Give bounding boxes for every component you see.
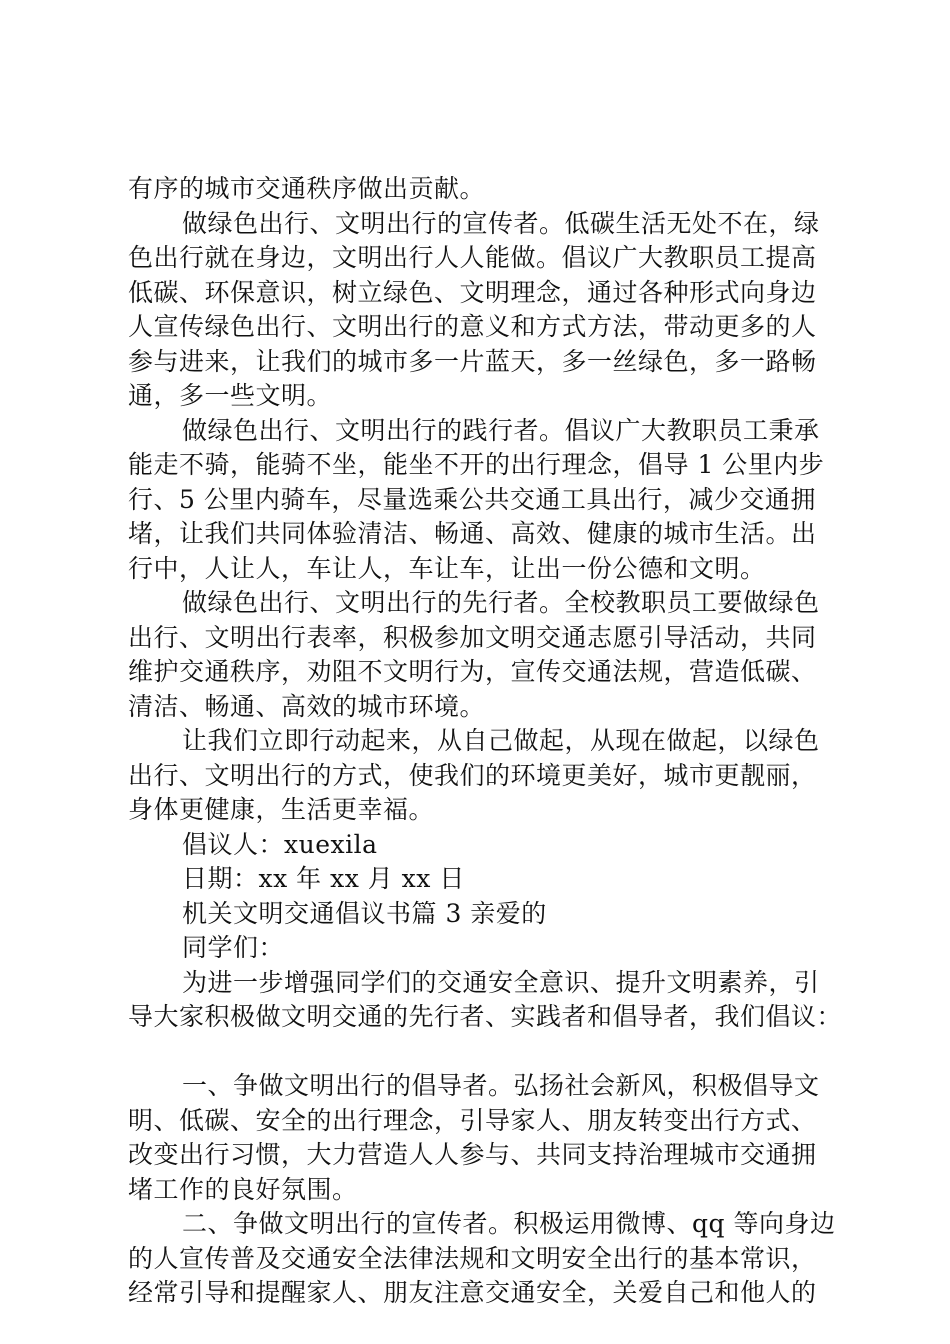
text-line: 色出行就在身边，文明出行人人能做。倡议广大教职员工提高 [128,243,817,272]
text-line: 导大家积极做文明交通的先行者、实践者和倡导者，我们倡议： [128,1002,843,1031]
blank-line [128,1035,848,1070]
text-line: 一、争做文明出行的倡导者。弘扬社会新风，积极倡导文 [182,1071,820,1100]
text-line: 做绿色出行、文明出行的践行者。倡议广大教职员工秉承 [182,415,820,445]
text-line: 通，多一些文明。 [128,381,333,410]
text-line: 做绿色出行、文明出行的宣传者。低碳生活无处不在，绿 [182,208,820,238]
text-line: 倡议人：xuexila [182,829,378,859]
text-line: 堵工作的良好氛围。 [128,1174,358,1204]
text-line: 出行、文明出行的方式，使我们的环境更美好，城市更靓丽， [128,760,817,790]
text-line: 明、低碳、安全的出行理念，引导家人、朋友转变出行方式、 [128,1105,817,1135]
text-line: 机关文明交通倡议书篇 3 亲爱的 [182,898,547,928]
document-body [128,172,848,1311]
text-line: 身体更健康，生活更幸福。 [128,795,435,824]
text-line: 低碳、环保意识，树立绿色、文明理念，通过各种形式向身边 [128,277,817,307]
text-line: 人宣传绿色出行、文明出行的意义和方式方法，带动更多的人 [128,312,817,341]
text-line: 让我们立即行动起来，从自己做起，从现在做起，以绿色 [182,726,820,755]
text-line: 能走不骑，能骑不坐，能坐不开的出行理念，倡导 1 公里内步 [128,450,825,479]
text-line: 改变出行习惯，大力营造人人参与、共同支持治理城市交通拥 [128,1140,817,1169]
text-line: 维护交通秩序，劝阻不文明行为，宣传交通法规，营造低碳、 [128,657,817,686]
text-line: 的人宣传普及交通安全法律法规和文明安全出行的基本常识， [128,1243,817,1273]
text-line: 行中，人让人，车让人，车让车，让出一份公德和文明。 [128,553,766,583]
text-line: 参与进来，让我们的城市多一片蓝天，多一丝绿色，多一路畅 [128,346,817,376]
text-line: 堵，让我们共同体验清洁、畅通、高效、健康的城市生活。出 [128,519,817,548]
text-line: 出行、文明出行表率，积极参加文明交通志愿引导活动，共同 [128,622,817,652]
text-line: 行、5 公里内骑车，尽量选乘公共交通工具出行，减少交通拥 [128,484,816,514]
text-line: 做绿色出行、文明出行的先行者。全校教职员工要做绿色 [182,588,820,617]
text-line: 二、争做文明出行的宣传者。积极运用微博、qq 等向身边 [182,1209,836,1238]
text-line: 为进一步增强同学们的交通安全意识、提升文明素养，引 [182,967,820,997]
text-line: 清洁、畅通、高效的城市环境。 [128,691,486,721]
text-line: 经常引导和提醒家人、朋友注意交通安全，关爱自己和他人的 [128,1278,817,1307]
text-line: 同学们： [182,933,285,962]
text-line: 有序的城市交通秩序做出贡献。 [128,174,486,203]
text-line: 日期：xx 年 xx 月 xx 日 [182,864,465,893]
